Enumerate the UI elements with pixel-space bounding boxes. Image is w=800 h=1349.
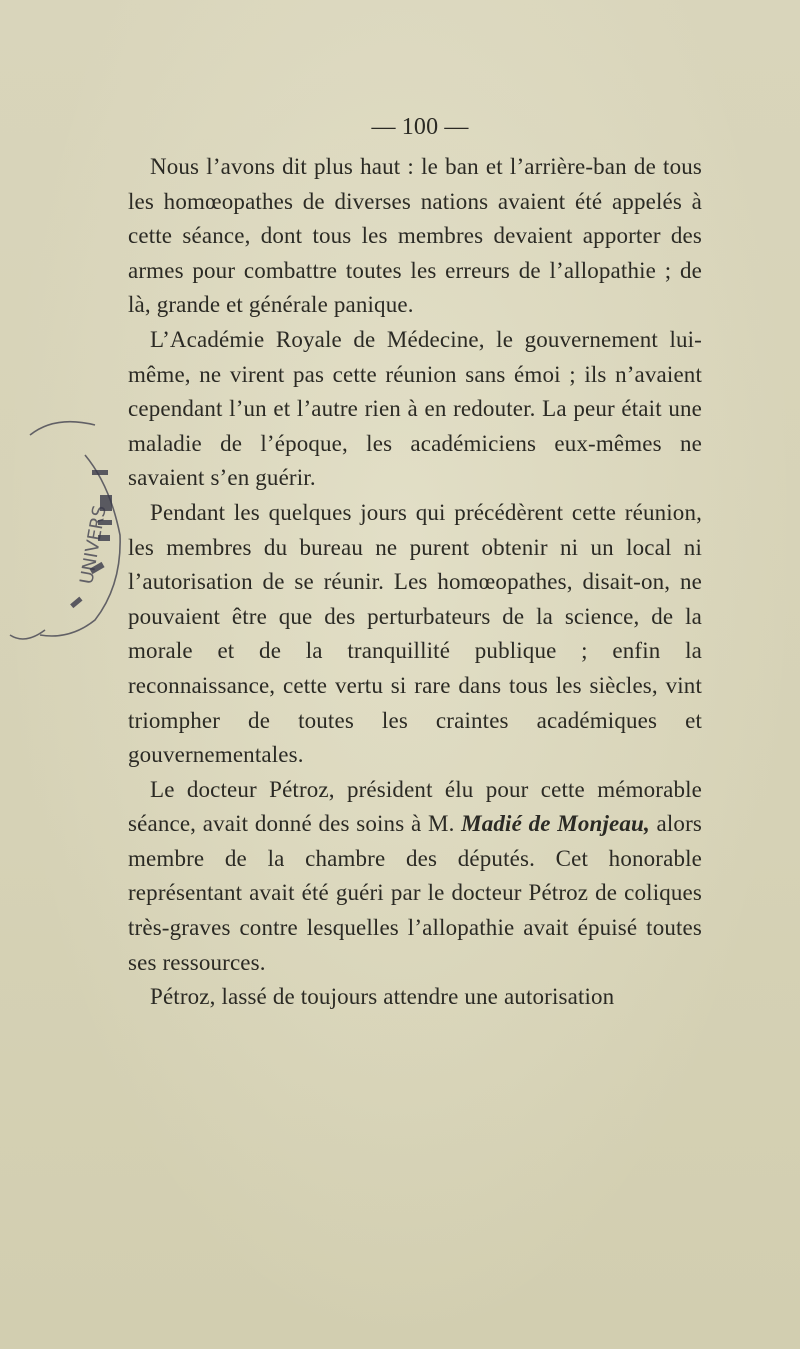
paragraph-1: Nous l’avons dit plus haut : le ban et l’arrière-ban de tous les homœopathes de diverses nations avaient été appelés à cette séance, dont tous les membres devaient apporter des armes pour combattre toutes les erreurs de l’allopathie ; de là, grande et générale panique.	[128, 154, 702, 318]
paragraph-4	[128, 773, 702, 981]
text-block	[128, 110, 702, 1015]
library-stamp-icon	[0, 395, 130, 655]
paragraph-4-text-after: alors membre de la chambre des députés. Cet honorable représentant avait été guéri par le docteur Pétroz de coliques très-graves contre lesquelles l’allopathie avait épuisé toutes ses ressources.	[128, 811, 702, 975]
paragraph-5: Pétroz, lassé de toujours attendre une autorisation	[150, 984, 615, 1010]
stamp-text: UNIVERS	[76, 503, 111, 586]
paragraph-4-emphasis: Madié de Monjeau,	[461, 811, 650, 837]
page-number: — 100 —	[371, 114, 469, 140]
paragraph-2: L’Académie Royale de Médecine, le gouvernement lui-même, ne virent pas cette réunion sans émoi ; ils n’avaient cependant l’un et l’autre rien à en redouter. La peur était une maladie de l’époque, les académiciens eux-mêmes ne savaient s’en guérir.	[128, 326, 702, 491]
paragraph-3: Pendant les quelques jours qui précédèrent cette réunion, les membres du bureau ne purent obtenir ni un local ni l’autorisation de se réunir. Les homœopathes, disait-on, ne pouvaient être que des perturbateurs de la science, de la morale et de la tranquillité publique ; enfin la reconnaissance, cette vertu si rare dans tous les siècles, vint triompher de toutes les craintes académiques et gouvernementales.	[128, 499, 702, 768]
paragraph-4-text-before: Le docteur Pétroz, président élu pour cette mémorable séance, avait donné des soins à M.	[128, 776, 702, 837]
